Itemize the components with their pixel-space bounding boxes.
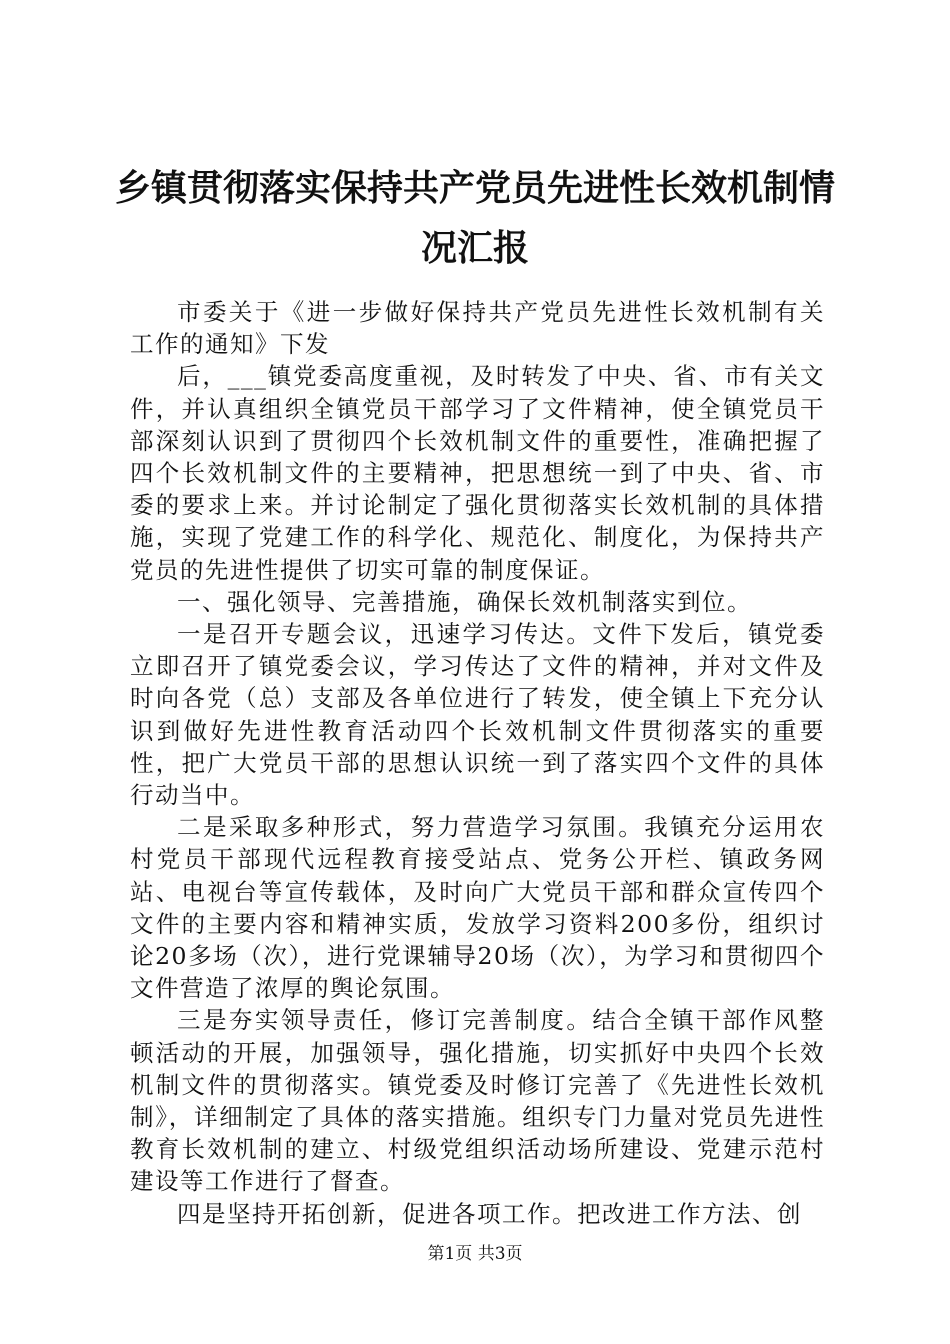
paragraph-2: 一是召开专题会议，迅速学习传达。文件下发后，镇党委立即召开了镇党委会议，学习传达了文件的精神，并对文件及时向各党（总）支部及各单位进行了转发，使全镇上下充分认识到做好先进性教育活动四个长效机制文件贯彻落实的重要性，把广大党员干部的思想认识统一到了落实四个文件的具体行动当中。 <box>130 620 825 810</box>
page-footer: 第1页 共3页 <box>427 1244 523 1264</box>
paragraph-3: 二是采取多种形式，努力营造学习氛围。我镇充分运用农村党员干部现代远程教育接受站点、党务公开栏、镇政务网站、电视台等宣传载体，及时向广大党员干部和群众宣传四个文件的主要内容和精神实质，发放学习资料200多份，组织讨论20多场（次），进行党课辅导20场（次），为学习和贯彻四个文件营造了浓厚的舆论氛围。 <box>130 813 825 1003</box>
paragraph-5: 四是坚持开拓创新，促进各项工作。把改进工作方法、创 <box>177 1199 802 1228</box>
paragraph-4: 三是夯实领导责任，修订完善制度。结合全镇干部作风整顿活动的开展，加强领导，强化措施，切实抓好中央四个长效机制文件的贯彻落实。镇党委及时修订完善了《先进性长效机制》，详细制定了具体的落实措施。组织专门力量对党员先进性教育长效机制的建立、村级党组织活动场所建设、党建示范村建设等工作进行了督查。 <box>130 1006 825 1196</box>
document-body <box>130 296 825 1230</box>
paragraph-1: 后，___镇党委高度重视，及时转发了中央、省、市有关文件，并认真组织全镇党员干部学习了文件精神，使全镇党员干部深刻认识到了贯彻四个长效机制文件的重要性，准确把握了四个长效机制文件的主要精神，把思想统一到了中央、省、市委的要求上来。并讨论制定了强化贯彻落实长效机制的具体措施，实现了党建工作的科学化、规范化、制度化，为保持共产党员的先进性提供了切实可靠的制度保证。 <box>130 362 825 584</box>
paragraph-intro: 市委关于《进一步做好保持共产党员先进性长效机制有关工作的通知》下发 <box>130 298 825 359</box>
document-title: 乡镇贯彻落实保持共产党员先进性长效机制情况汇报 <box>114 167 835 269</box>
section-heading-1: 一、强化领导、完善措施，确保长效机制落实到位。 <box>177 587 752 616</box>
